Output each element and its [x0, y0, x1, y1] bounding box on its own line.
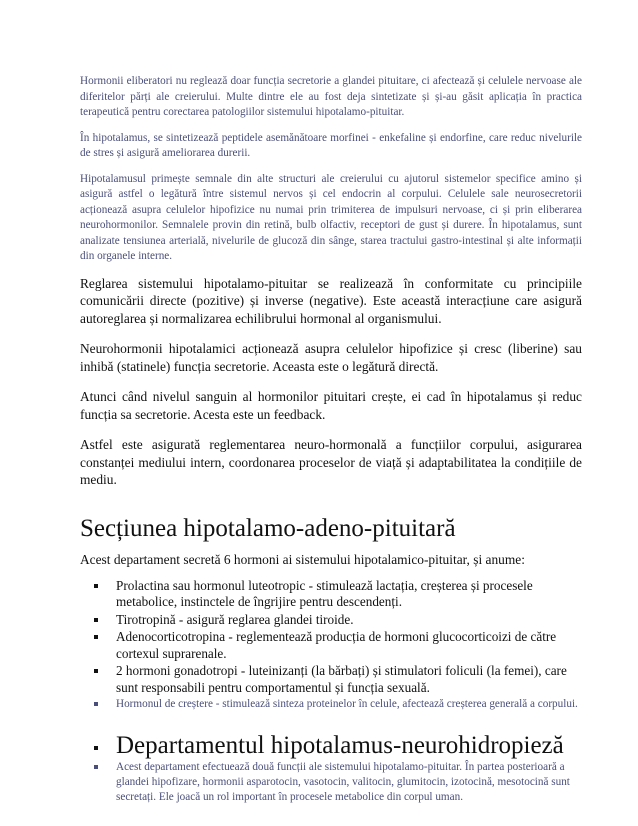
list-item: Acest departament efectuează două funcții ale sistemului hipotalamo-pituitar. În partea posterioară a glandei hipofizare, hormonii asparotocin, vasotocin, valitocin, glumitocin, izotocină, mesotocină sunt secretați. Ele joacă un rol important în procesele metabolice din corpul uman.	[85, 760, 582, 805]
paragraph-regulation: Reglarea sistemului hipotalamo-pituitar se realizează în conformitate cu principiile comunicării directe (pozitive) și inverse (negative). Este această interacțiune care asigură autoreglarea și normalizarea echilibrului hormonal al organismului.	[80, 275, 582, 326]
list-item: Tirotropină - asigură reglarea glandei tiroide.	[85, 612, 582, 629]
paragraph-neuro-hormonal: Astfel este asigurată reglementarea neuro-hormonală a funcțiilor corpului, asigurarea constanței mediului intern, coordonarea proceselor de viață și adaptabilitatea la condițiile de mediu.	[80, 437, 582, 487]
neuro-list	[80, 760, 582, 805]
section-title-adeno: Secțiunea hipotalamo-adeno-pituitară	[80, 514, 456, 542]
section-intro: Acest departament secretă 6 hormoni ai sistemului hipotalamico-pituitar, și anume:	[80, 551, 525, 567]
list-item: Prolactina sau hormonul luteotropic - stimulează lactația, creșterea și procesele metabolice, instinctele de îngrijire pentru descendenți.	[85, 578, 582, 611]
paragraph-feedback: Atunci când nivelul sanguin al hormonilor pituitari crește, ei cad în hipotalamus și reduc funcția sa secretorie. Acesta este un feedback.	[80, 389, 582, 422]
paragraph-neurohormones: Neurohormonii hipotalamici acționează asupra celulelor hipofizice și cresc (liberine) sau inhibă (statinele) funcția secretorie. Aceasta este o legătură directă.	[80, 341, 582, 374]
paragraph-morphine-peptides: În hipotalamus, se sintetizează peptidele asemănătoare morfinei - enkefaline și endorfine, care reduc nivelurile de stres și asigură ameliorarea durerii.	[80, 131, 582, 159]
section-title-neuro: Departamentul hipotalamus-neurohidropieză	[85, 732, 582, 760]
list-item: Hormonul de creștere - stimulează sinteza proteinelor în celule, afectează creșterea generală a corpului.	[85, 697, 582, 712]
paragraph-hypothalamus-signals: Hipotalamusul primește semnale din alte structuri ale creierului cu ajutorul sistemelor specifice amino și asigură astfel o legătură între sistemul nervos și cel endocrin al corpului. Celulele sale neurosecretorii acționează asupra celulelor hipofizice nu numai prin trimiterea de impulsuri nervoase, ci și prin eliberarea neurohormonilor. Semnalele provin din retină, bulb olfactiv, receptori de gust și durere. În hipotalamus, sunt analizate tensiunea arterială, nivelurile de glucoză din sânge, starea tractului gastro-intestinal și alte informații din organele interne.	[80, 172, 582, 262]
paragraph-releasing-hormones: Hormonii eliberatori nu reglează doar funcția secretorie a glandei pituitare, ci afectează și celulele nervoase ale diferitelor părți ale creierului. Multe dintre ele au fost deja sintetizate și și-au găsit aplicația în practica terapeutică pentru corectarea patologiilor sistemului hipotalamo-pituitar.	[80, 75, 582, 118]
list-item: 2 hormoni gonadotropi - luteinizanți (la bărbați) și stimulatori foliculi (la femei), care sunt responsabili pentru comportamentul și funcția sexuală.	[85, 663, 582, 696]
list-item: Adenocorticotropina - reglementează producția de hormoni glucocorticoizi de către cortexul suprarenale.	[85, 629, 582, 662]
hormone-list	[80, 578, 582, 713]
